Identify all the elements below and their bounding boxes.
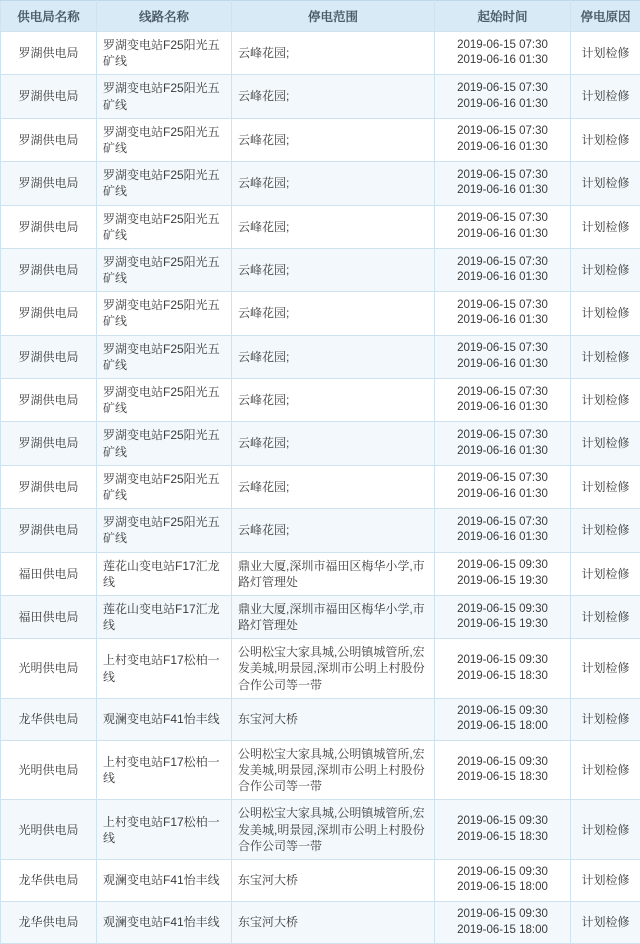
cell-end-time: 2019-06-16 01:30	[441, 97, 564, 113]
cell-bureau: 福田供电局	[1, 595, 97, 638]
cell-end-time: 2019-06-16 01:30	[441, 227, 564, 243]
cell-line: 罗湖变电站F25阳光五矿线	[97, 422, 232, 465]
table-row	[1, 509, 640, 552]
table-row	[1, 335, 640, 378]
cell-start-time: 2019-06-15 07:30	[441, 255, 564, 271]
cell-start-time: 2019-06-15 09:30	[441, 865, 564, 881]
cell-scope: 云峰花园;	[232, 335, 435, 378]
cell-time-range	[435, 800, 571, 860]
cell-end-time: 2019-06-16 01:30	[441, 53, 564, 69]
cell-scope: 云峰花园;	[232, 162, 435, 205]
cell-time-range	[435, 118, 571, 161]
cell-line: 罗湖变电站F25阳光五矿线	[97, 248, 232, 291]
cell-bureau: 光明供电局	[1, 800, 97, 860]
cell-start-time: 2019-06-15 07:30	[441, 168, 564, 184]
cell-scope: 鼎业大厦,深圳市福田区梅华小学,市路灯管理处	[232, 595, 435, 638]
cell-end-time: 2019-06-15 18:00	[441, 880, 564, 896]
cell-scope: 公明松宝大家具城,公明镇城管所,宏发美城,明景园,深圳市公明上村股份合作公司等一带	[232, 740, 435, 800]
cell-start-time: 2019-06-15 07:30	[441, 341, 564, 357]
table-row	[1, 422, 640, 465]
cell-scope: 公明松宝大家具城,公明镇城管所,宏发美城,明景园,深圳市公明上村股份合作公司等一带	[232, 639, 435, 699]
cell-time-range	[435, 465, 571, 508]
cell-reason: 计划检修	[571, 292, 640, 335]
cell-scope: 云峰花园;	[232, 422, 435, 465]
cell-end-time: 2019-06-15 18:00	[441, 923, 564, 939]
cell-reason: 计划检修	[571, 422, 640, 465]
cell-time-range	[435, 740, 571, 800]
cell-start-time: 2019-06-15 07:30	[441, 471, 564, 487]
cell-time-range	[435, 162, 571, 205]
cell-bureau: 罗湖供电局	[1, 422, 97, 465]
cell-end-time: 2019-06-16 01:30	[441, 530, 564, 546]
table-row	[1, 740, 640, 800]
cell-end-time: 2019-06-16 01:30	[441, 270, 564, 286]
cell-line: 罗湖变电站F25阳光五矿线	[97, 75, 232, 118]
cell-reason: 计划检修	[571, 32, 640, 75]
cell-start-time: 2019-06-15 07:30	[441, 428, 564, 444]
cell-bureau: 罗湖供电局	[1, 118, 97, 161]
cell-bureau: 龙华供电局	[1, 859, 97, 901]
cell-reason: 计划检修	[571, 118, 640, 161]
cell-time-range	[435, 698, 571, 740]
cell-reason: 计划检修	[571, 902, 640, 944]
table-row	[1, 800, 640, 860]
cell-time-range	[435, 859, 571, 901]
cell-reason: 计划检修	[571, 639, 640, 699]
cell-bureau: 罗湖供电局	[1, 162, 97, 205]
cell-start-time: 2019-06-15 07:30	[441, 81, 564, 97]
cell-reason: 计划检修	[571, 740, 640, 800]
column-header-bureau: 供电局名称	[1, 1, 97, 32]
column-header-line: 线路名称	[97, 1, 232, 32]
cell-scope: 云峰花园;	[232, 118, 435, 161]
cell-line: 上村变电站F17松柏一线	[97, 639, 232, 699]
cell-reason: 计划检修	[571, 552, 640, 595]
cell-end-time: 2019-06-16 01:30	[441, 313, 564, 329]
table-row	[1, 595, 640, 638]
cell-start-time: 2019-06-15 09:30	[441, 558, 564, 574]
cell-reason: 计划检修	[571, 379, 640, 422]
table-row	[1, 698, 640, 740]
column-header-scope: 停电范围	[232, 1, 435, 32]
table-row	[1, 32, 640, 75]
cell-time-range	[435, 422, 571, 465]
cell-end-time: 2019-06-15 18:30	[441, 770, 564, 786]
cell-reason: 计划检修	[571, 859, 640, 901]
table-row	[1, 639, 640, 699]
cell-reason: 计划检修	[571, 162, 640, 205]
cell-line: 观澜变电站F41怡丰线	[97, 902, 232, 944]
cell-scope: 云峰花园;	[232, 509, 435, 552]
cell-reason: 计划检修	[571, 205, 640, 248]
cell-time-range	[435, 379, 571, 422]
cell-scope: 云峰花园;	[232, 75, 435, 118]
cell-reason: 计划检修	[571, 595, 640, 638]
cell-scope: 云峰花园;	[232, 292, 435, 335]
cell-end-time: 2019-06-15 19:30	[441, 574, 564, 590]
cell-end-time: 2019-06-16 01:30	[441, 487, 564, 503]
cell-end-time: 2019-06-16 01:30	[441, 400, 564, 416]
cell-time-range	[435, 902, 571, 944]
table-row	[1, 162, 640, 205]
table-row	[1, 552, 640, 595]
table-row	[1, 902, 640, 944]
cell-line: 上村变电站F17松柏一线	[97, 740, 232, 800]
cell-scope: 云峰花园;	[232, 248, 435, 291]
cell-bureau: 罗湖供电局	[1, 379, 97, 422]
table-row	[1, 465, 640, 508]
header-row	[1, 1, 640, 32]
table-row	[1, 379, 640, 422]
cell-start-time: 2019-06-15 09:30	[441, 755, 564, 771]
cell-line: 观澜变电站F41怡丰线	[97, 698, 232, 740]
cell-time-range	[435, 75, 571, 118]
cell-reason: 计划检修	[571, 248, 640, 291]
cell-start-time: 2019-06-15 09:30	[441, 814, 564, 830]
cell-reason: 计划检修	[571, 800, 640, 860]
cell-reason: 计划检修	[571, 465, 640, 508]
cell-end-time: 2019-06-15 18:30	[441, 830, 564, 846]
cell-line: 罗湖变电站F25阳光五矿线	[97, 32, 232, 75]
cell-end-time: 2019-06-16 01:30	[441, 140, 564, 156]
cell-line: 罗湖变电站F25阳光五矿线	[97, 465, 232, 508]
cell-bureau: 福田供电局	[1, 552, 97, 595]
cell-line: 罗湖变电站F25阳光五矿线	[97, 292, 232, 335]
cell-scope: 东宝河大桥	[232, 698, 435, 740]
table-header	[1, 1, 640, 32]
cell-bureau: 罗湖供电局	[1, 292, 97, 335]
table-row	[1, 859, 640, 901]
cell-line: 罗湖变电站F25阳光五矿线	[97, 335, 232, 378]
cell-scope: 鼎业大厦,深圳市福田区梅华小学,市路灯管理处	[232, 552, 435, 595]
cell-time-range	[435, 335, 571, 378]
cell-start-time: 2019-06-15 09:30	[441, 704, 564, 720]
cell-line: 莲花山变电站F17汇龙线	[97, 595, 232, 638]
cell-bureau: 罗湖供电局	[1, 465, 97, 508]
cell-scope: 云峰花园;	[232, 205, 435, 248]
cell-line: 莲花山变电站F17汇龙线	[97, 552, 232, 595]
table-row	[1, 118, 640, 161]
cell-time-range	[435, 595, 571, 638]
table-row	[1, 205, 640, 248]
cell-start-time: 2019-06-15 07:30	[441, 38, 564, 54]
cell-time-range	[435, 205, 571, 248]
column-header-start-time: 起始时间	[435, 1, 571, 32]
cell-end-time: 2019-06-15 18:00	[441, 719, 564, 735]
cell-scope: 东宝河大桥	[232, 859, 435, 901]
cell-bureau: 龙华供电局	[1, 902, 97, 944]
cell-line: 罗湖变电站F25阳光五矿线	[97, 379, 232, 422]
cell-time-range	[435, 639, 571, 699]
cell-start-time: 2019-06-15 07:30	[441, 211, 564, 227]
cell-line: 罗湖变电站F25阳光五矿线	[97, 205, 232, 248]
cell-bureau: 罗湖供电局	[1, 335, 97, 378]
cell-end-time: 2019-06-16 01:30	[441, 183, 564, 199]
cell-time-range	[435, 248, 571, 291]
cell-start-time: 2019-06-15 07:30	[441, 298, 564, 314]
table-row	[1, 75, 640, 118]
cell-end-time: 2019-06-15 18:30	[441, 669, 564, 685]
table-row	[1, 292, 640, 335]
cell-time-range	[435, 32, 571, 75]
cell-line: 罗湖变电站F25阳光五矿线	[97, 118, 232, 161]
cell-time-range	[435, 552, 571, 595]
cell-end-time: 2019-06-16 01:30	[441, 357, 564, 373]
cell-reason: 计划检修	[571, 698, 640, 740]
cell-bureau: 罗湖供电局	[1, 75, 97, 118]
cell-end-time: 2019-06-15 19:30	[441, 617, 564, 633]
cell-scope: 云峰花园;	[232, 32, 435, 75]
cell-line: 上村变电站F17松柏一线	[97, 800, 232, 860]
table-row	[1, 248, 640, 291]
cell-time-range	[435, 509, 571, 552]
cell-scope: 云峰花园;	[232, 465, 435, 508]
table-body	[1, 32, 640, 944]
cell-start-time: 2019-06-15 09:30	[441, 653, 564, 669]
cell-start-time: 2019-06-15 09:30	[441, 907, 564, 923]
cell-reason: 计划检修	[571, 335, 640, 378]
cell-bureau: 罗湖供电局	[1, 205, 97, 248]
cell-scope: 东宝河大桥	[232, 902, 435, 944]
cell-reason: 计划检修	[571, 75, 640, 118]
cell-line: 罗湖变电站F25阳光五矿线	[97, 162, 232, 205]
cell-bureau: 龙华供电局	[1, 698, 97, 740]
cell-start-time: 2019-06-15 09:30	[441, 602, 564, 618]
cell-bureau: 光明供电局	[1, 639, 97, 699]
cell-reason: 计划检修	[571, 509, 640, 552]
cell-bureau: 罗湖供电局	[1, 248, 97, 291]
cell-end-time: 2019-06-16 01:30	[441, 444, 564, 460]
cell-bureau: 罗湖供电局	[1, 509, 97, 552]
cell-start-time: 2019-06-15 07:30	[441, 385, 564, 401]
cell-start-time: 2019-06-15 07:30	[441, 124, 564, 140]
cell-line: 罗湖变电站F25阳光五矿线	[97, 509, 232, 552]
cell-line: 观澜变电站F41怡丰线	[97, 859, 232, 901]
column-header-reason: 停电原因	[571, 1, 640, 32]
cell-start-time: 2019-06-15 07:30	[441, 515, 564, 531]
cell-bureau: 光明供电局	[1, 740, 97, 800]
cell-scope: 公明松宝大家具城,公明镇城管所,宏发美城,明景园,深圳市公明上村股份合作公司等一带	[232, 800, 435, 860]
cell-time-range	[435, 292, 571, 335]
cell-scope: 云峰花园;	[232, 379, 435, 422]
cell-bureau: 罗湖供电局	[1, 32, 97, 75]
